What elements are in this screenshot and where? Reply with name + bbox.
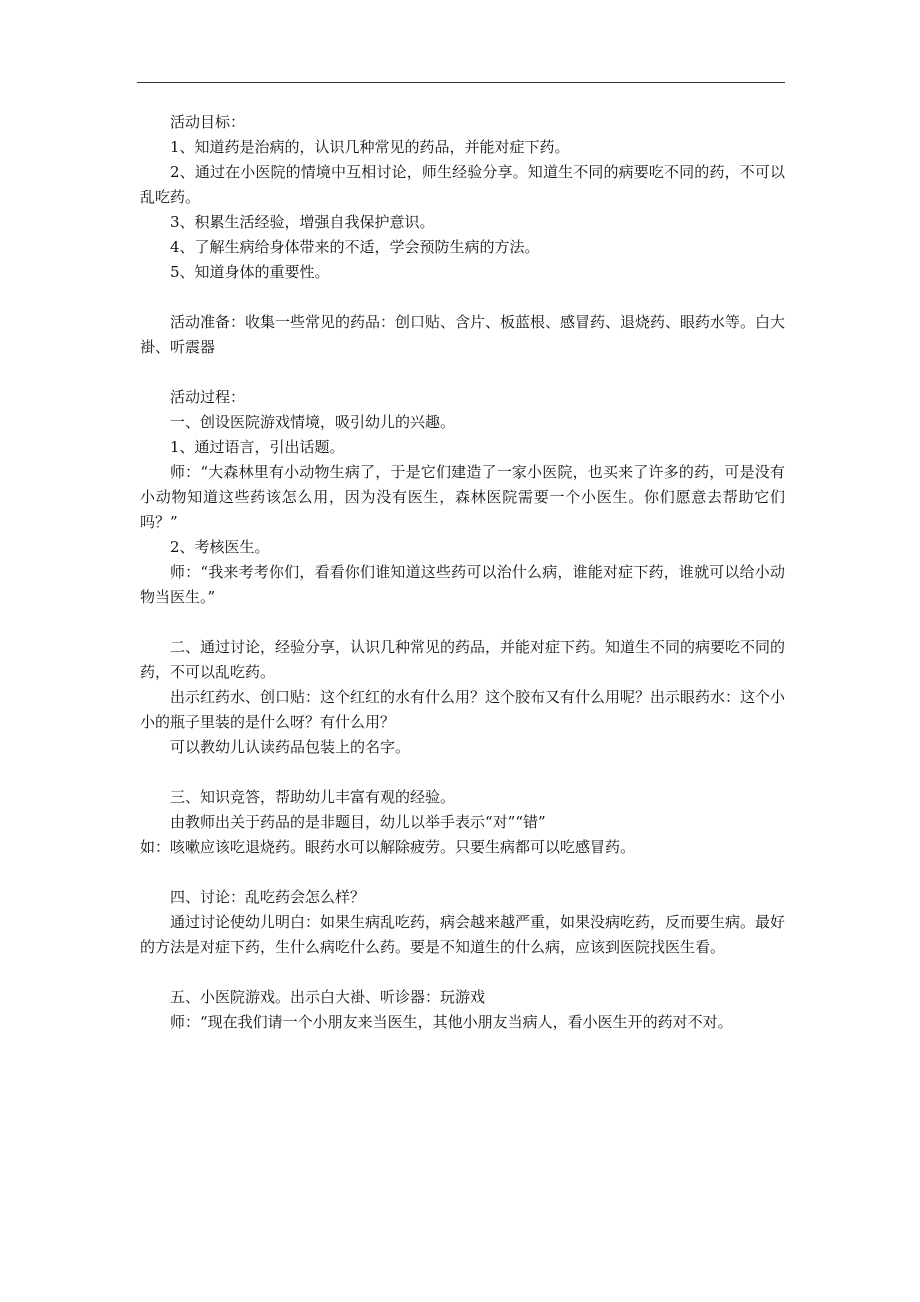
preparation-text: 活动准备：收集一些常见的药品：创口贴、含片、板蓝根、感冒药、退烧药、眼药水等。白大褂、听震器 [140, 313, 786, 356]
spacer [140, 360, 785, 385]
step2-text1: 出示红药水、创口贴：这个红红的水有什么用？这个胶布又有什么用呢？出示眼药水：这个小小的瓶子里装的是什么呀？有什么用？ [140, 688, 786, 731]
spacer [140, 760, 785, 785]
step5-text1: 师：“现在我们请一个小朋友来当医生，其他小朋友当病人，看小医生开的药对不对。 [170, 1013, 733, 1031]
document-body [140, 110, 785, 1035]
step1-title: 一、创设医院游戏情境，吸引幼儿的兴趣。 [170, 413, 456, 431]
goal-item-1: 1、知道药是治病的，认识几种常见的药品，并能对症下药。 [170, 138, 570, 156]
spacer [140, 610, 785, 635]
step1-speech1: 师：“大森林里有小动物生病了，于是它们建造了一家小医院，也买来了许多的药，可是没有小动物知道这些药该怎么用，因为没有医生，森林医院需要一个小医生。你们愿意去帮助它们吗？” [140, 463, 785, 531]
process-heading: 活动过程： [170, 388, 246, 406]
goal-item-4: 4、了解生病给身体带来的不适，学会预防生病的方法。 [170, 238, 540, 256]
step2-title: 二、通过讨论，经验分享，认识几种常见的药品，并能对症下药。知道生不同的病要吃不同的药，不可以乱吃药。 [140, 638, 786, 681]
step5-title: 五、小医院游戏。出示白大褂、听诊器：玩游戏 [170, 988, 486, 1006]
step1-sub2: 2、考核医生。 [170, 538, 270, 556]
spacer [140, 960, 785, 985]
step4-title: 四、讨论：乱吃药会怎么样？ [170, 888, 366, 906]
step3-text1: 由教师出关于药品的是非题目，幼儿以举手表示“对”“错” [170, 813, 546, 831]
step4-text1: 通过讨论使幼儿明白：如果生病乱吃药，病会越来越严重，如果没病吃药，反而要生病。最好的方法是对症下药，生什么病吃什么药。要是不知道生的什么病，应该到医院找医生看。 [140, 913, 786, 956]
spacer [140, 860, 785, 885]
step3-text2: 如：咳嗽应该吃退烧药。眼药水可以解除疲劳。只要生病都可以吃感冒药。 [140, 838, 636, 856]
goals-heading: 活动目标： [170, 113, 246, 131]
spacer [140, 285, 785, 310]
step3-title: 三、知识竞答，帮助幼儿丰富有观的经验。 [170, 788, 456, 806]
step2-text2: 可以教幼儿认读药品包装上的名字。 [170, 738, 411, 756]
goal-item-2: 2、通过在小医院的情境中互相讨论，师生经验分享。知道生不同的病要吃不同的药，不可以乱吃药。 [140, 163, 785, 206]
step1-sub1: 1、通过语言，引出话题。 [170, 438, 345, 456]
step1-speech2: 师：“我来考考你们，看看你们谁知道这些药可以治什么病，谁能对症下药，谁就可以给小动物当医生。” [140, 563, 785, 606]
goal-item-3: 3、积累生活经验，增强自我保护意识。 [170, 213, 435, 231]
header-rule [137, 82, 785, 83]
goal-item-5: 5、知道身体的重要性。 [170, 263, 330, 281]
